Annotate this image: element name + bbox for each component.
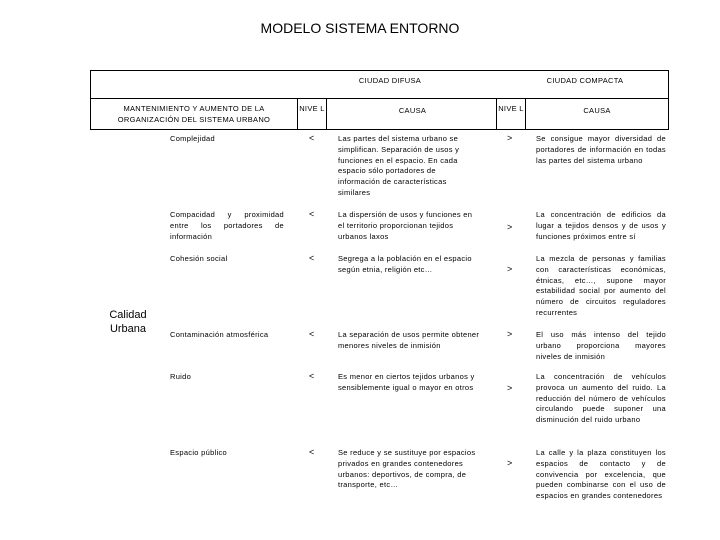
header-ciudad-difusa: CIUDAD DIFUSA xyxy=(358,76,422,85)
causa-difusa-5: Es menor en ciertos tejidos urbanos y sensiblemente igual o mayor en otros xyxy=(338,372,475,392)
criterio-contaminacion: Contaminación atmosférica xyxy=(170,330,269,339)
nivel-compacta-2: > xyxy=(507,222,513,232)
header-causa-2: CAUSA xyxy=(583,106,611,115)
nivel-difusa-4: < xyxy=(309,329,315,339)
causa-compacta-1: Se consigue mayor diversidad de portadores de información en todas las partes del sistema urbano xyxy=(536,134,666,165)
nivel-compacta-1: > xyxy=(507,133,513,143)
page-title: MODELO SISTEMA ENTORNO xyxy=(260,20,460,36)
header-nivel-1: NIVE L xyxy=(299,104,325,113)
criterio-compacidad: Compacidad y proximidad entre los portadores de información xyxy=(170,210,284,241)
header-causa-1: CAUSA xyxy=(398,106,427,115)
causa-compacta-5: La concentración de vehículos provoca un aumento del ruido. La reducción del número de vehículos circulando puede suponer una disminución del ruido urbano xyxy=(536,372,666,425)
nivel-compacta-6: > xyxy=(507,458,513,468)
causa-compacta-2: La concentración de edificios da lugar a tejidos densos y de usos y funciones próximos entre sí xyxy=(536,210,666,241)
causa-compacta-3: La mezcla de personas y familias con características económicas, étnicas, etc…, supone mayor estabilidad social por aumento del número de circuitos reguladores recurrentes xyxy=(536,254,666,317)
nivel-difusa-2: < xyxy=(309,209,315,219)
nivel-difusa-3: < xyxy=(309,253,315,263)
nivel-difusa-6: < xyxy=(309,447,315,457)
criterio-cohesion-social: Cohesión social xyxy=(170,254,228,263)
causa-difusa-1: Las partes del sistema urbano se simplifican. Separación de usos y funciones en el espacio. En cada espacio sólo portadores de información de características similares xyxy=(338,134,460,197)
nivel-compacta-4: > xyxy=(507,329,513,339)
causa-compacta-6: La calle y la plaza constituyen los espacios de contacto y de convivencia por excelencia, que pueden combinarse con el uso de espacios en grandes contenedores xyxy=(536,448,666,501)
side-label-calidad-urbana: Calidad Urbana xyxy=(109,309,147,335)
causa-difusa-4: La separación de usos permite obtener menores niveles de inmisión xyxy=(338,330,480,350)
nivel-compacta-5: > xyxy=(507,383,513,393)
nivel-compacta-3: > xyxy=(507,264,513,274)
causa-compacta-4: El uso más intenso del tejido urbano proporciona mayores niveles de inmisión xyxy=(536,330,666,361)
causa-difusa-6: Se reduce y se sustituye por espacios privados en grandes contenedores urbanos: deportivos, de compra, de transporte, etc… xyxy=(338,448,476,490)
header-nivel-2: NIVE L xyxy=(498,104,524,113)
nivel-difusa-5: < xyxy=(309,371,315,381)
criterio-espacio-publico: Espacio público xyxy=(170,448,228,457)
criterio-complejidad: Complejidad xyxy=(170,134,215,143)
header-ciudad-compacta: CIUDAD COMPACTA xyxy=(546,76,624,85)
causa-difusa-3: Segrega a la población en el espacio según etnia, religión etc… xyxy=(338,254,472,274)
header-mantenimiento: MANTENIMIENTO Y AUMENTO DE LA ORGANIZACIÓN DEL SISTEMA URBANO xyxy=(117,104,271,124)
causa-difusa-2: La dispersión de usos y funciones en el territorio proporcionan tejidos urbanos laxos xyxy=(338,210,473,241)
criterio-ruido: Ruido xyxy=(170,372,192,381)
nivel-difusa-1: < xyxy=(309,133,315,143)
